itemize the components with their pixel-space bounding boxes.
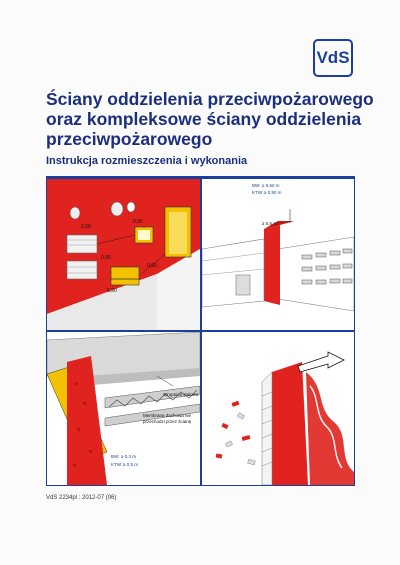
document-footer: VdS 2234pl : 2012-07 (06) [46, 495, 117, 501]
steel-beam-label: Stropnica stalowa [163, 392, 199, 397]
ktw-value: ≥ 0,50 m [264, 190, 282, 195]
ktw-value: ≥ 0,5 m [123, 462, 138, 467]
bw-value: ≥ 0,3 m [121, 454, 136, 459]
title-line-3: przeciwpożarowego [46, 129, 213, 149]
ktw-label: KTW: [252, 190, 264, 195]
distance-label: 0,90 [133, 219, 143, 225]
grid-divider-vertical [200, 178, 202, 486]
bw-label: BW: [111, 454, 120, 459]
title-line-2: oraz kompleksowe ściany oddzielenia [46, 109, 362, 129]
grid-divider-horizontal [46, 330, 355, 332]
illustration-building-firewall [202, 179, 354, 330]
document-title [46, 89, 374, 149]
illustration-wall-impact [202, 332, 354, 485]
title-line-1: Ściany oddzielenia przeciwpożarowego [46, 89, 374, 109]
logo-text: VdS [316, 48, 350, 67]
distance-label: 0,95 [101, 255, 111, 261]
distance-label: 0,90 [147, 263, 157, 269]
distance-label: 0,90 [81, 224, 91, 230]
document-subtitle: Instrukcja rozmieszczenia i wykonania [46, 155, 248, 167]
height-label: ≥ 0,5 m [262, 221, 277, 226]
bw-value: ≥ 0,60 m [262, 183, 280, 188]
membrane-label-1: Membrana dachowa nie [143, 413, 192, 418]
illustration-wall-openings [47, 179, 200, 330]
distance-label: 0,90 [107, 288, 117, 294]
illustration-roof-detail [47, 332, 200, 485]
vds-logo [313, 39, 353, 77]
top-rule [46, 176, 355, 178]
membrane-label-2: przechodzi przez ścianę [143, 419, 192, 424]
ktw-label: KTW: [111, 462, 123, 467]
bw-label: BW: [252, 183, 261, 188]
